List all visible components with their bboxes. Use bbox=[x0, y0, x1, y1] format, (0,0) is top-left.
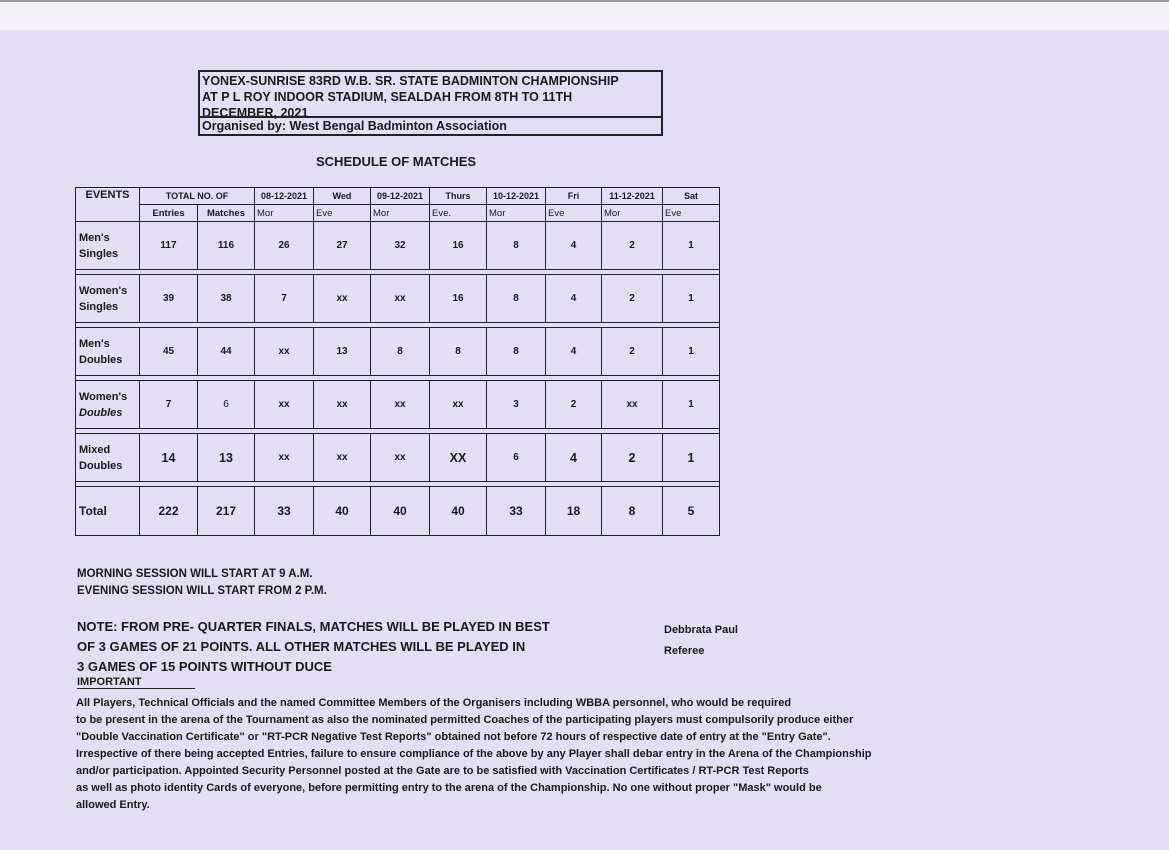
total-cell: 18 bbox=[546, 487, 602, 536]
total-cell: 222 bbox=[140, 487, 198, 536]
scan-top-band bbox=[0, 0, 1169, 30]
cell: xx bbox=[314, 275, 371, 323]
day-3-name: Fri bbox=[546, 188, 602, 205]
note-line-3: 3 GAMES OF 15 POINTS WITHOUT DUCE bbox=[77, 659, 332, 674]
cell: 4 bbox=[546, 275, 602, 323]
total-no-of-header: TOTAL NO. OF bbox=[140, 188, 255, 205]
schedule-table bbox=[75, 187, 720, 536]
cell: 6 bbox=[198, 381, 255, 429]
cell: xx bbox=[430, 381, 487, 429]
day-2-name: Thurs bbox=[430, 188, 487, 205]
cell: 2 bbox=[602, 434, 663, 482]
table-row-total bbox=[76, 487, 720, 536]
total-cell: 5 bbox=[663, 487, 720, 536]
cell: 7 bbox=[140, 381, 198, 429]
cell: 8 bbox=[430, 328, 487, 376]
cell: 1 bbox=[663, 434, 720, 482]
cell: 13 bbox=[198, 434, 255, 482]
cell: XX bbox=[430, 434, 487, 482]
cell: 39 bbox=[140, 275, 198, 323]
cell: 6 bbox=[487, 434, 546, 482]
referee-title: Referee bbox=[664, 645, 705, 657]
table-header-row bbox=[76, 188, 720, 205]
cell: 32 bbox=[371, 222, 430, 270]
table-subheader-row bbox=[76, 205, 720, 222]
session-header: Mor bbox=[371, 205, 430, 222]
schedule-title: SCHEDULE OF MATCHES bbox=[316, 154, 477, 169]
cell: xx bbox=[371, 275, 430, 323]
cell: 2 bbox=[602, 222, 663, 270]
total-cell: 8 bbox=[602, 487, 663, 536]
session-header: Mor bbox=[487, 205, 546, 222]
cell: 2 bbox=[546, 381, 602, 429]
cell: 7 bbox=[255, 275, 314, 323]
cell: 14 bbox=[140, 434, 198, 482]
cell: 1 bbox=[663, 222, 720, 270]
cell: 2 bbox=[602, 328, 663, 376]
cell: 8 bbox=[371, 328, 430, 376]
important-body bbox=[76, 695, 956, 814]
cell: 1 bbox=[663, 328, 720, 376]
total-cell: 40 bbox=[430, 487, 487, 536]
header-line-3: DECEMBER, 2021 bbox=[202, 106, 309, 120]
cell: 44 bbox=[198, 328, 255, 376]
table-row-womens-doubles bbox=[76, 381, 720, 429]
cell: xx bbox=[255, 434, 314, 482]
session-times bbox=[77, 566, 327, 600]
important-line: as well as photo identity Cards of everyone, before permitting entry to the arena of the Championship. No one without proper "Mask" would be bbox=[76, 782, 822, 794]
important-heading: IMPORTANT bbox=[77, 676, 195, 689]
event-name: Women's Singles bbox=[76, 275, 140, 323]
referee-name: Debbrata Paul bbox=[664, 624, 738, 636]
evening-session-text: EVENING SESSION WILL START FROM 2 P.M. bbox=[77, 585, 327, 597]
matches-header: Matches bbox=[198, 205, 255, 222]
header-line-2: AT P L ROY INDOOR STADIUM, SEALDAH FROM 8TH TO 11TH bbox=[202, 90, 573, 104]
important-line: allowed Entry. bbox=[76, 799, 150, 811]
important-line: Irrespective of there being accepted Entries, failure to ensure compliance of the above by any Player shall debar entry in the Arena of the Championship bbox=[76, 748, 872, 760]
day-1-date: 08-12-2021 bbox=[255, 188, 314, 205]
session-header: Mor bbox=[255, 205, 314, 222]
day-4-name: Sat bbox=[663, 188, 720, 205]
session-header: Mor bbox=[602, 205, 663, 222]
important-line: to be present in the arena of the Tournament as also the nominated permitted Coaches of the participating players must compulsorily produce either bbox=[76, 714, 854, 726]
day-1-name: Wed bbox=[314, 188, 371, 205]
total-cell: 40 bbox=[371, 487, 430, 536]
cell: 26 bbox=[255, 222, 314, 270]
cell: 2 bbox=[602, 275, 663, 323]
event-name: Women's Doubles bbox=[76, 381, 140, 429]
cell: 38 bbox=[198, 275, 255, 323]
event-name: Men's Singles bbox=[76, 222, 140, 270]
day-2-date: 09-12-2021 bbox=[371, 188, 430, 205]
header-line-1: YONEX-SUNRISE 83RD W.B. SR. STATE BADMINTON CHAMPIONSHIP bbox=[202, 74, 619, 88]
session-header: Eve. bbox=[430, 205, 487, 222]
note-line-1: NOTE: FROM PRE- QUARTER FINALS, MATCHES WILL BE PLAYED IN BEST bbox=[77, 619, 550, 634]
event-name: Men's Doubles bbox=[76, 328, 140, 376]
note-line-2: OF 3 GAMES OF 21 POINTS. ALL OTHER MATCHES WILL BE PLAYED IN bbox=[77, 639, 526, 654]
cell: 8 bbox=[487, 328, 546, 376]
cell: 4 bbox=[546, 434, 602, 482]
cell: 27 bbox=[314, 222, 371, 270]
total-cell: 40 bbox=[314, 487, 371, 536]
total-label: Total bbox=[76, 487, 140, 536]
cell: xx bbox=[255, 381, 314, 429]
table-row-mens-doubles bbox=[76, 328, 720, 376]
table-row-womens-singles bbox=[76, 275, 720, 323]
cell: 117 bbox=[140, 222, 198, 270]
cell: xx bbox=[314, 381, 371, 429]
table-row-mixed-doubles bbox=[76, 434, 720, 482]
cell: 16 bbox=[430, 275, 487, 323]
total-cell: 217 bbox=[198, 487, 255, 536]
cell: 3 bbox=[487, 381, 546, 429]
cell: 8 bbox=[487, 222, 546, 270]
important-line: "Double Vaccination Certificate" or "RT-PCR Negative Test Reports" obtained not before 72 hours of respective date of entry at the "Entry Gate". bbox=[76, 731, 831, 743]
events-header: EVENTS bbox=[76, 188, 140, 222]
cell: 4 bbox=[546, 222, 602, 270]
cell: 45 bbox=[140, 328, 198, 376]
entries-header: Entries bbox=[140, 205, 198, 222]
session-header: Eve bbox=[663, 205, 720, 222]
total-cell: 33 bbox=[487, 487, 546, 536]
championship-header bbox=[198, 70, 663, 136]
cell: xx bbox=[314, 434, 371, 482]
session-header: Eve bbox=[314, 205, 371, 222]
day-4-date: 11-12-2021 bbox=[602, 188, 663, 205]
cell: 8 bbox=[487, 275, 546, 323]
cell: xx bbox=[602, 381, 663, 429]
day-3-date: 10-12-2021 bbox=[487, 188, 546, 205]
note-block bbox=[77, 617, 637, 677]
event-name: Mixed Doubles bbox=[76, 434, 140, 482]
cell: 1 bbox=[663, 275, 720, 323]
important-line: All Players, Technical Officials and the named Committee Members of the Organisers including WBBA personnel, who would be required bbox=[76, 697, 792, 709]
cell: 16 bbox=[430, 222, 487, 270]
table-row-mens-singles bbox=[76, 222, 720, 270]
cell: 116 bbox=[198, 222, 255, 270]
cell: xx bbox=[255, 328, 314, 376]
organiser-line: Organised by: West Bengal Badminton Association bbox=[200, 116, 661, 134]
morning-session-text: MORNING SESSION WILL START AT 9 A.M. bbox=[77, 568, 313, 580]
referee-block bbox=[664, 620, 738, 662]
cell: 13 bbox=[314, 328, 371, 376]
session-header: Eve bbox=[546, 205, 602, 222]
cell: 4 bbox=[546, 328, 602, 376]
cell: xx bbox=[371, 434, 430, 482]
important-line: and/or participation. Appointed Security Personnel posted at the Gate are to be satisfied with Vaccination Certificates / RT-PCR Test Reports bbox=[76, 765, 809, 777]
cell: 1 bbox=[663, 381, 720, 429]
cell: xx bbox=[371, 381, 430, 429]
total-cell: 33 bbox=[255, 487, 314, 536]
